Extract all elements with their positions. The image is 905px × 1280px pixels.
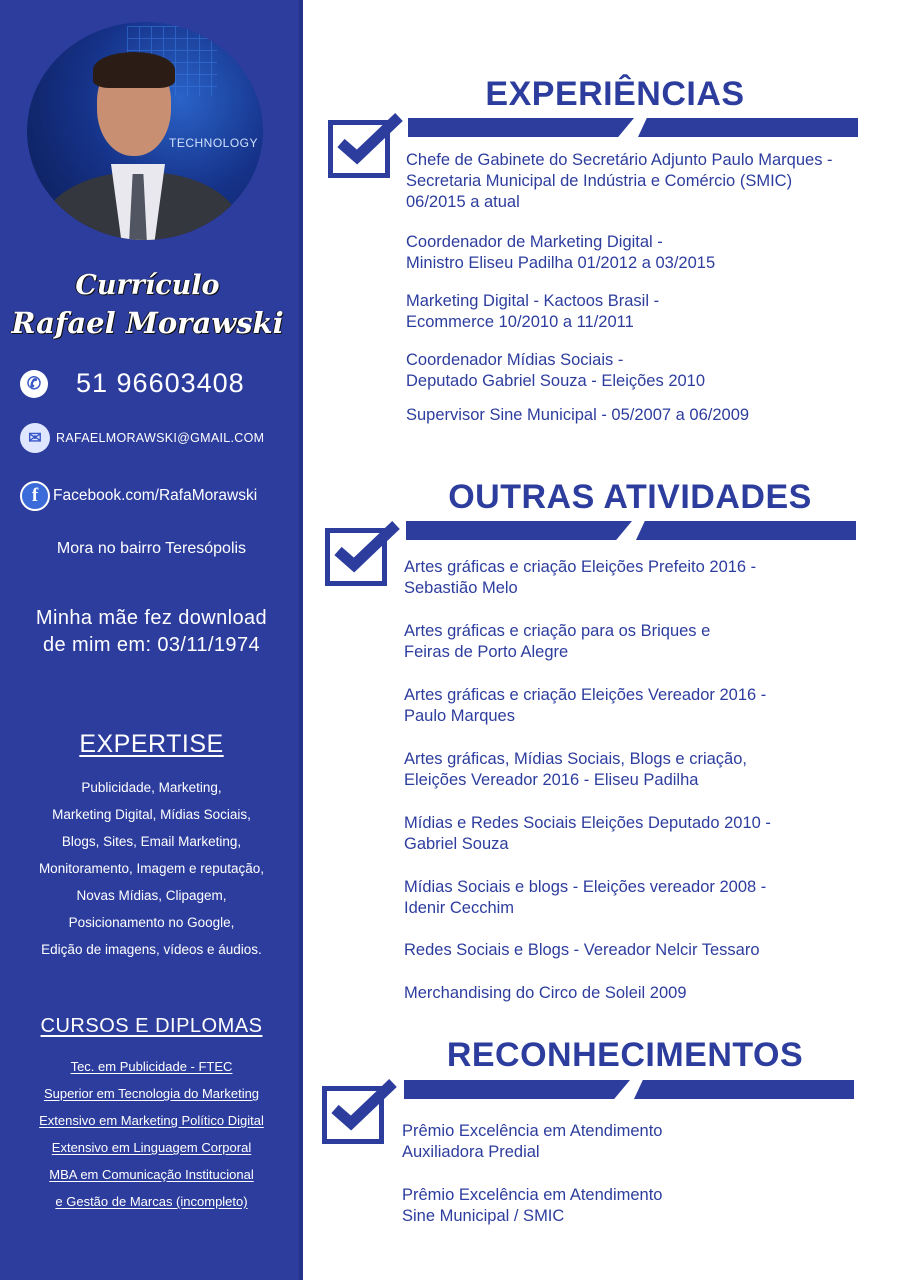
expertise-item: Novas Mídias, Clipagem, xyxy=(76,888,227,903)
activity-item-line: Idenir Cecchim xyxy=(404,899,515,917)
activity-item xyxy=(404,877,766,919)
outras-heading: OUTRAS ATIVIDADES xyxy=(448,478,812,516)
curso-item: Extensivo em Linguagem Corporal xyxy=(51,1140,252,1155)
activity-item-line: Artes gráficas e criação Eleições Vereador 2016 - xyxy=(404,686,767,704)
section-divider xyxy=(404,1080,630,1099)
activity-item xyxy=(404,813,771,855)
activity-item-line: Sebastião Melo xyxy=(404,579,518,597)
award-item xyxy=(402,1185,662,1227)
cursos-heading: CURSOS E DIPLOMAS xyxy=(40,1015,263,1037)
checkbox-icon xyxy=(325,528,387,586)
activity-item-line: Feiras de Porto Alegre xyxy=(404,643,569,661)
activity-item xyxy=(404,685,766,727)
expertise-item: Monitoramento, Imagem e reputação, xyxy=(38,861,265,876)
activity-item-line: Paulo Marques xyxy=(404,707,515,725)
award-item-line: Sine Municipal / SMIC xyxy=(402,1207,565,1225)
expertise-item: Publicidade, Marketing, xyxy=(81,780,222,795)
award-item-line: Prêmio Excelência em Atendimento xyxy=(402,1186,663,1204)
section-divider xyxy=(406,521,632,540)
experience-item-line: Coordenador Mídias Sociais - xyxy=(406,351,624,369)
phone-icon: ✆ xyxy=(20,370,48,398)
experience-item xyxy=(406,350,705,392)
expertise-item: Posicionamento no Google, xyxy=(68,915,235,930)
expertise-heading: EXPERTISE xyxy=(79,730,224,758)
birth-text xyxy=(0,605,303,659)
award-item xyxy=(402,1121,662,1163)
activity-item-line: Mídias e Redes Sociais Eleições Deputado 2010 - xyxy=(404,814,771,832)
facebook-url: Facebook.com/RafaMorawski xyxy=(53,487,258,504)
activity-item-line: Mídias Sociais e blogs - Eleições vereador 2008 - xyxy=(404,878,767,896)
cursos-list xyxy=(0,1053,303,1215)
activity-item xyxy=(404,940,760,961)
cv-title: Currículo xyxy=(75,270,220,301)
activity-item xyxy=(404,621,710,663)
award-item-line: Auxiliadora Predial xyxy=(402,1143,540,1161)
activity-item-line: Merchandising do Circo de Soleil 2009 xyxy=(404,984,687,1002)
section-divider xyxy=(634,1080,854,1099)
email-contact xyxy=(20,423,264,453)
activity-item-line: Gabriel Souza xyxy=(404,835,509,853)
curso-item: e Gestão de Marcas (incompleto) xyxy=(55,1194,248,1209)
experience-item-line: Deputado Gabriel Souza - Eleições 2010 xyxy=(406,372,706,390)
activity-item xyxy=(404,557,756,599)
photo-caption: TECHNOLOGY xyxy=(169,136,259,150)
activity-item xyxy=(404,749,747,791)
experience-item-line: Supervisor Sine Municipal - 05/2007 a 06/2009 xyxy=(406,406,750,424)
sidebar xyxy=(0,0,303,1280)
checkbox-icon xyxy=(322,1086,384,1144)
activity-item-line: Artes gráficas, Mídias Sociais, Blogs e criação, xyxy=(404,750,747,768)
experience-item-line: Ecommerce 10/2010 a 11/2011 xyxy=(406,313,634,331)
checkbox-icon xyxy=(328,120,390,178)
activity-item-line: Artes gráficas e criação para os Briques e xyxy=(404,622,711,640)
activity-item-line: Eleições Vereador 2016 - Eliseu Padilha xyxy=(404,771,699,789)
email-icon: ✉ xyxy=(20,423,50,453)
curso-item: MBA em Comunicação Institucional xyxy=(49,1167,254,1182)
experience-item-line: Chefe de Gabinete do Secretário Adjunto Paulo Marques - xyxy=(406,151,833,169)
award-item-line: Prêmio Excelência em Atendimento xyxy=(402,1122,663,1140)
experience-item xyxy=(406,405,749,426)
email-address: RAFAELMORAWSKI@GMAIL.COM xyxy=(56,431,265,445)
experiencias-heading: EXPERIÊNCIAS xyxy=(485,75,745,113)
experience-item-line: Marketing Digital - Kactoos Brasil - xyxy=(406,292,660,310)
facebook-icon: f xyxy=(20,481,50,511)
phone-contact xyxy=(20,368,245,399)
neighborhood-text: Mora no bairro Teresópolis xyxy=(56,540,247,557)
profile-photo xyxy=(27,22,263,240)
section-divider xyxy=(408,118,634,137)
birth-text-line2: de mim em: 03/11/1974 xyxy=(42,634,261,656)
phone-number: 51 96603408 xyxy=(76,368,245,398)
reconhecimentos-heading: RECONHECIMENTOS xyxy=(446,1036,804,1074)
expertise-item: Edição de imagens, vídeos e áudios. xyxy=(41,942,262,957)
birth-text-line1: Minha mãe fez download xyxy=(35,607,268,629)
section-divider xyxy=(638,118,858,137)
experience-item-line: Coordenador de Marketing Digital - xyxy=(406,233,663,251)
activity-item xyxy=(404,983,687,1004)
section-divider xyxy=(636,521,856,540)
curso-item: Tec. em Publicidade - FTEC xyxy=(70,1059,233,1074)
activity-item-line: Redes Sociais e Blogs - Vereador Nelcir Tessaro xyxy=(404,941,760,959)
expertise-item: Marketing Digital, Mídias Sociais, xyxy=(52,807,251,822)
experience-item xyxy=(406,150,833,213)
experience-item-line: 06/2015 a atual xyxy=(406,193,520,211)
experience-item xyxy=(406,291,659,333)
expertise-list xyxy=(0,774,303,963)
experience-item-line: Secretaria Municipal de Indústria e Comércio (SMIC) xyxy=(406,172,793,190)
activity-item-line: Artes gráficas e criação Eleições Prefeito 2016 - xyxy=(404,558,757,576)
cv-name: Rafael Morawski xyxy=(11,306,284,340)
facebook-contact xyxy=(20,481,257,511)
curso-item: Superior em Tecnologia do Marketing xyxy=(43,1086,260,1101)
expertise-item: Blogs, Sites, Email Marketing, xyxy=(61,834,242,849)
curso-item: Extensivo em Marketing Político Digital xyxy=(39,1113,264,1128)
experience-item-line: Ministro Eliseu Padilha 01/2012 a 03/2015 xyxy=(406,254,716,272)
experience-item xyxy=(406,232,715,274)
